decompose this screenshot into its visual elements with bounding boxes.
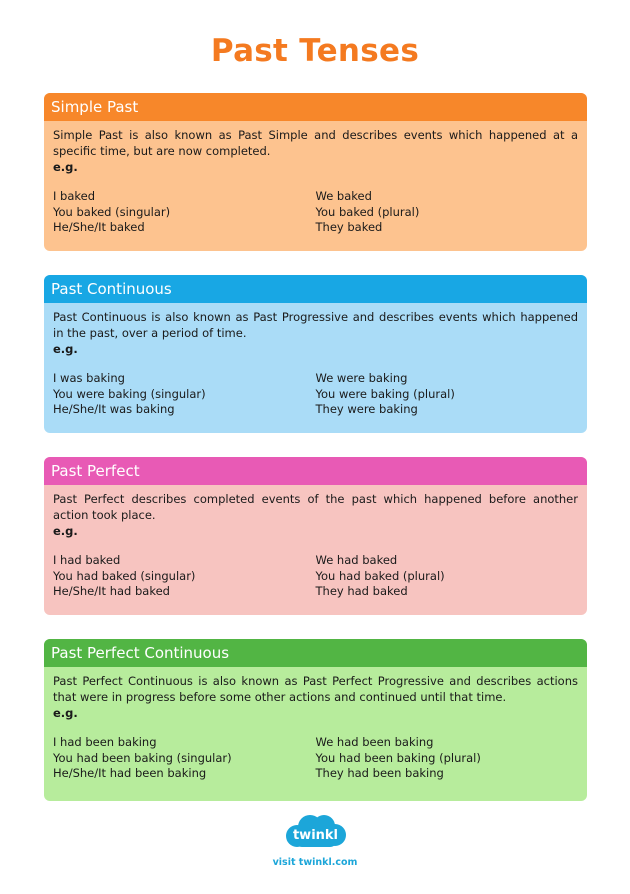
section-simple-past bbox=[44, 93, 587, 251]
form-line: You had baked (singular) bbox=[53, 568, 196, 583]
example-label: e.g. bbox=[53, 160, 78, 174]
form-line: We were baking bbox=[315, 371, 408, 385]
form-line: I had been baking bbox=[53, 735, 157, 749]
form-line: I baked bbox=[53, 189, 96, 203]
section-heading: Past Perfect Continuous bbox=[44, 639, 587, 667]
form-line: He/She/It baked bbox=[53, 220, 145, 234]
form-line: You had baked (plural) bbox=[315, 568, 445, 583]
section-description: Past Perfect Continuous is also known as Past Perfect Progressive and describes actions that were in progress before some other actions and continued until that time. bbox=[53, 674, 578, 704]
logo-text: twinkl bbox=[292, 828, 339, 843]
singular-forms bbox=[53, 371, 316, 418]
form-line: You had been baking (singular) bbox=[53, 750, 232, 765]
singular-forms bbox=[53, 553, 316, 600]
form-line: He/She/It was baking bbox=[53, 402, 175, 416]
form-line: We had baked bbox=[315, 553, 398, 567]
section-heading: Simple Past bbox=[44, 93, 587, 121]
plural-forms bbox=[316, 189, 579, 236]
form-line: He/She/It had baked bbox=[53, 584, 170, 598]
example-label: e.g. bbox=[53, 706, 78, 720]
example-label: e.g. bbox=[53, 524, 78, 538]
plural-forms bbox=[316, 553, 579, 600]
form-line: We baked bbox=[315, 189, 372, 203]
form-line: You were baking (singular) bbox=[53, 386, 206, 401]
section-past-perfect-continuous bbox=[44, 639, 587, 801]
twinkl-logo[interactable] bbox=[283, 814, 348, 850]
form-line: I had baked bbox=[53, 553, 121, 567]
section-body bbox=[44, 303, 587, 418]
page-title: Past Tenses bbox=[210, 33, 420, 69]
form-line: We had been baking bbox=[315, 735, 434, 749]
section-description: Past Perfect describes completed events of the past which happened before another action took place. bbox=[53, 492, 578, 522]
singular-forms bbox=[53, 189, 316, 236]
section-description: Simple Past is also known as Past Simple and describes events which happened at a specific time, but are now completed. bbox=[53, 128, 578, 158]
footer-link[interactable]: visit twinkl.com bbox=[272, 857, 358, 868]
singular-forms bbox=[53, 735, 316, 782]
form-line: You baked (plural) bbox=[315, 204, 420, 219]
form-line: They baked bbox=[315, 220, 383, 234]
section-heading: Past Continuous bbox=[44, 275, 587, 303]
section-heading: Past Perfect bbox=[44, 457, 587, 485]
form-line: They had baked bbox=[315, 584, 408, 598]
section-past-perfect bbox=[44, 457, 587, 615]
section-body bbox=[44, 667, 587, 782]
form-line: They had been baking bbox=[315, 766, 444, 780]
form-line: You had been baking (plural) bbox=[315, 750, 481, 765]
form-line: He/She/It had been baking bbox=[53, 766, 207, 780]
section-body bbox=[44, 485, 587, 600]
plural-forms bbox=[316, 735, 579, 782]
form-line: I was baking bbox=[53, 371, 125, 385]
example-label: e.g. bbox=[53, 342, 78, 356]
form-line: You baked (singular) bbox=[53, 204, 171, 219]
form-line: You were baking (plural) bbox=[315, 386, 455, 401]
section-past-continuous bbox=[44, 275, 587, 433]
section-description: Past Continuous is also known as Past Progressive and describes events which happened in the past, over a period of time. bbox=[53, 310, 578, 340]
form-line: They were baking bbox=[315, 402, 418, 416]
plural-forms bbox=[316, 371, 579, 418]
section-body bbox=[44, 121, 587, 236]
